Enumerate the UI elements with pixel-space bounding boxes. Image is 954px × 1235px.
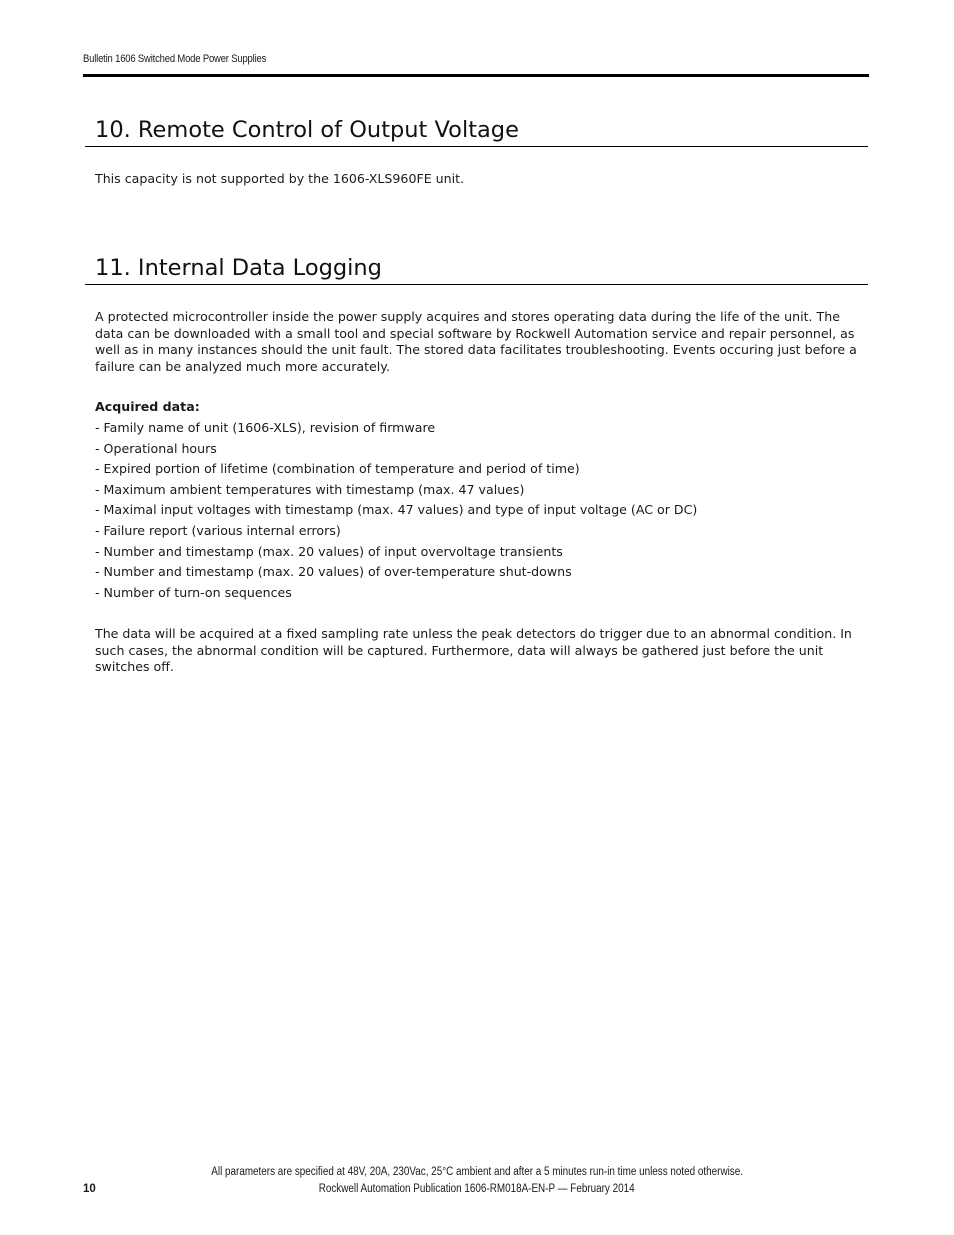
- section-11-heading-block: [85, 253, 868, 285]
- section-10-title: 10. Remote Control of Output Voltage: [85, 115, 868, 147]
- acquired-data-label: Acquired data:: [95, 399, 200, 414]
- footer-note-text: All parameters are specified at 48V, 20A, 230Vac, 25°C ambient and after a 5 minutes run-in time unless noted otherwise.: [211, 1166, 743, 1178]
- running-header: Bulletin 1606 Switched Mode Power Supplies: [83, 53, 267, 65]
- section-10-body: This capacity is not supported by the 1606-XLS960FE unit.: [95, 171, 465, 186]
- footer-publication-text: Rockwell Automation Publication 1606-RM018A-EN-P — February 2014: [319, 1183, 635, 1195]
- list-item: - Operational hours: [95, 440, 217, 456]
- list-item: - Maximal input voltages with timestamp (max. 47 values) and type of input voltage (AC or DC): [95, 502, 698, 518]
- header-rule: [83, 74, 869, 77]
- footer-publication: [0, 1183, 954, 1195]
- list-item: - Family name of unit (1606-XLS), revision of firmware: [95, 420, 436, 435]
- list-item: - Expired portion of lifetime (combination of temperature and period of time): [95, 461, 580, 477]
- section-10-heading-block: [85, 115, 868, 147]
- list-item: - Number of turn-on sequences: [95, 584, 292, 600]
- section-11-intro: A protected microcontroller inside the power supply acquires and stores operating data during the life of the unit. The data can be downloaded with a small tool and special software by Rockwell Automation service and repair personnel, as well as in many instances should the unit fault. The stored data facilitates troubleshooting. Events occuring just before a failure can be analyzed much more accurately.: [95, 309, 857, 374]
- list-item: - Number and timestamp (max. 20 values) of over-temperature shut-downs: [95, 564, 572, 580]
- acquired-data-list: [95, 418, 865, 603]
- list-item: - Number and timestamp (max. 20 values) of input overvoltage transients: [95, 543, 563, 559]
- page-number: 10: [83, 1183, 96, 1195]
- footer-note: [0, 1166, 954, 1178]
- list-item: - Failure report (various internal errors): [95, 522, 341, 538]
- section-11-title: 11. Internal Data Logging: [85, 253, 868, 285]
- section-11-closing: The data will be acquired at a fixed sampling rate unless the peak detectors do trigger due to an abnormal condition. In such cases, the abnormal condition will be captured. Furthermore, data will always be gathered just before the unit switches off.: [95, 626, 852, 675]
- list-item: - Maximum ambient temperatures with timestamp (max. 47 values): [95, 481, 525, 497]
